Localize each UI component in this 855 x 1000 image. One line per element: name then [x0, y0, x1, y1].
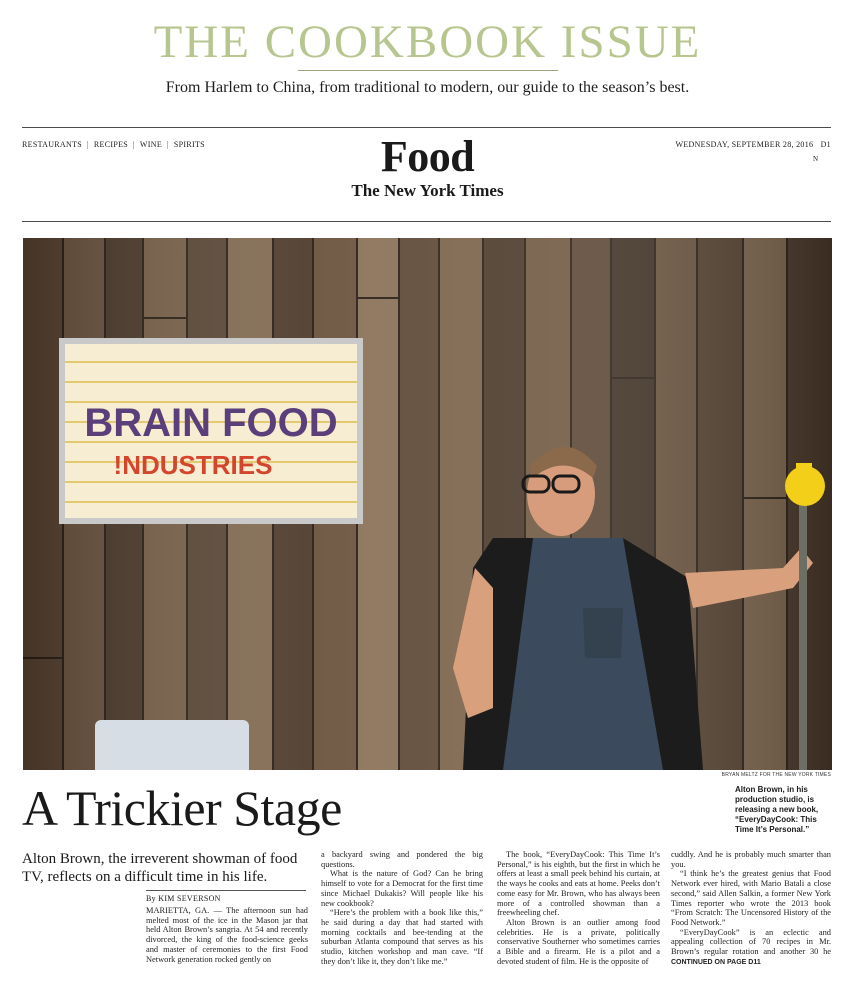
- article-dek: Alton Brown, the irreverent showman of food TV, reflects on a difficult time in his life.: [22, 851, 298, 885]
- issue-date: WEDNESDAY, SEPTEMBER 28, 2016: [675, 140, 814, 149]
- marquee-sign: [59, 338, 363, 524]
- paragraph: MARIETTA, GA. — The afternoon sun had melted most of the ice in the Mason jar that held Alton Brown’s sangria. At 54 and recently divorced, the king of the food-science geeks and master of ceremonies to the first Food Network generation rocked gently on: [146, 906, 308, 964]
- byline: By KIM SEVERSON: [146, 894, 221, 903]
- masthead-rule-bottom: [22, 221, 831, 222]
- dateline: [675, 140, 831, 149]
- sign-line-1: BRAIN FOOD: [84, 401, 338, 445]
- byline-rule: [146, 890, 306, 891]
- article-column-4: [671, 850, 831, 967]
- page-number: D1: [820, 140, 831, 149]
- photo-credit: BRYAN MELTZ FOR THE NEW YORK TIMES: [721, 772, 831, 778]
- nav-item-restaurants[interactable]: RESTAURANTS: [22, 140, 82, 149]
- paragraph: What is the nature of God? Can he bring himself to vote for a Democrat for the first time since Michael Dukakis? Will people like his new cookbook?: [321, 869, 483, 908]
- paragraph: “I think he’s the greatest genius that Food Network ever hired, with Mario Batali a close second,” said Allen Salkin, a former New York Times reporter who wrote the 2013 book “From Scratch: The Uncensored History of the Food Network.”: [671, 869, 831, 927]
- paragraph: The book, “EveryDayCook: This Time It’s Personal,” is his eighth, but the first in which he offers at least a small peek behind his curtain, at the ways he cooks and eats at home. Peeks don’t come easy for Mr. Brown, who has always been more of a controlled showman than a freewheeling chef.: [497, 850, 660, 918]
- wood-wall-illustration: [23, 238, 832, 770]
- lead-photo: [23, 238, 832, 770]
- paragraph-text: “EveryDayCook” is an eclectic and appealing collection of 70 recipes in Mr. Brown’s regular rotation and another 30 he: [671, 927, 831, 957]
- paragraph: [671, 928, 831, 968]
- headline[interactable]: A Trickier Stage: [22, 780, 342, 836]
- nav-separator: |: [87, 140, 89, 149]
- nav-item-recipes[interactable]: RECIPES: [93, 140, 129, 149]
- edition-mark: N: [812, 155, 818, 163]
- paragraph: Alton Brown is an outlier among food celebrities. He is a private, politically conservative Southerner who sometimes carries a Bible and a firearm. He is a pilot and a devoted student of film. He is the opposite of: [497, 917, 660, 966]
- masthead-rule: [22, 127, 831, 128]
- paragraph: a backyard swing and pondered the big questions.: [321, 850, 483, 869]
- newspaper-logo: The New York Times: [351, 181, 504, 200]
- nav-item-spirits[interactable]: SPIRITS: [173, 140, 205, 149]
- article-column-2: [321, 850, 483, 966]
- section-dek: From Harlem to China, from traditional to modern, our guide to the season’s best.: [165, 79, 690, 96]
- nav-separator: |: [133, 140, 135, 149]
- paragraph: cuddly. And he is probably much smarter than you.: [671, 850, 831, 869]
- chair-back: [95, 720, 249, 770]
- paragraph: “Here’s the problem with a book like this,” he said during a day that had started with morning cocktails and bee-tending at the suburban Atlanta compound that serves as his studio, kitchen workshop and man cave. “If they don’t like it, they don’t like me.”: [321, 908, 483, 966]
- kicker-rule: [298, 70, 558, 71]
- photo-caption: Alton Brown, in his production studio, is releasing a new book, “EveryDayCook: This Time It’s Personal.”: [735, 785, 819, 834]
- section-title: Food: [380, 132, 475, 181]
- nav-separator: |: [167, 140, 169, 149]
- article-column-3: [497, 850, 660, 966]
- continued-link[interactable]: CONTINUED ON PAGE D11: [671, 958, 761, 966]
- section-kicker: THE COOKBOOK ISSUE: [153, 16, 702, 68]
- sign-line-2: !NDUSTRIES: [113, 450, 273, 480]
- article-column-1: [146, 906, 308, 964]
- nav-item-wine[interactable]: WINE: [139, 140, 163, 149]
